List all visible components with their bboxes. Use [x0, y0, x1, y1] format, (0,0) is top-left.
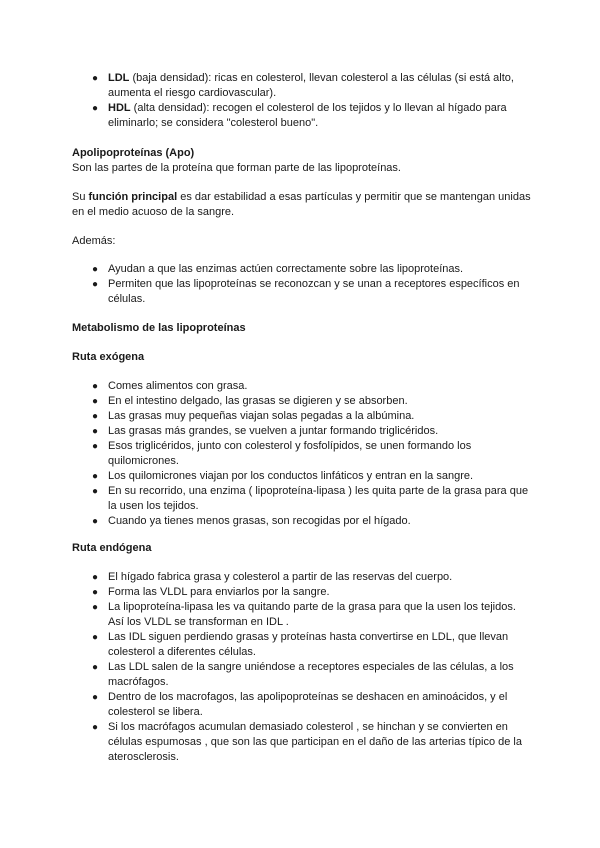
- list-item: [92, 379, 532, 394]
- bullet-icon: ●: [92, 411, 99, 422]
- bullet-icon: ●: [92, 602, 99, 613]
- endogenous-list: [92, 570, 532, 765]
- bullet-icon: ●: [92, 662, 99, 673]
- list-item-text: Permiten que las lipoproteínas se reconozcan y se unan a receptores específicos en células.: [108, 278, 520, 305]
- list-item: [92, 690, 532, 720]
- list-item-text: Comes alimentos con grasa.: [108, 380, 248, 392]
- bullet-icon: ●: [92, 722, 99, 733]
- list-item-text: La lipoproteína-lipasa les va quitando parte de la grasa para que la usen los tejidos. Así los VLDL se transforman en IDL .: [108, 601, 516, 628]
- bullet-icon: ●: [92, 264, 99, 275]
- list-item: [92, 424, 532, 439]
- bullet-icon: ●: [92, 103, 99, 114]
- bullet-icon: ●: [92, 692, 99, 703]
- apo-function-suffix: es dar estabilidad a esas partículas y permitir que se mantengan unidas en el medio acuoso de la sangre.: [72, 191, 531, 218]
- list-item: [92, 570, 532, 585]
- lipoprotein-types-list: [92, 71, 532, 131]
- list-item-text: Las LDL salen de la sangre uniéndose a receptores especiales de las células, a los macrófagos.: [108, 661, 514, 688]
- list-item: [92, 101, 532, 131]
- list-item: [92, 262, 532, 277]
- exogenous-list: [92, 379, 532, 529]
- list-item-text: Si los macrófagos acumulan demasiado colesterol , se hinchan y se convierten en células espumosas , que son las que participan en el daño de las arterias típico de la aterosclerosis.: [108, 721, 522, 763]
- bullet-icon: ●: [92, 396, 99, 407]
- list-item-text: Ayudan a que las enzimas actúen correctamente sobre las lipoproteínas.: [108, 263, 464, 275]
- apo-function-bold: función principal: [88, 191, 178, 203]
- list-item-text: En su recorrido, una enzima ( lipoproteína-lipasa ) les quita parte de la grasa para que la usen los tejidos.: [108, 485, 529, 512]
- bullet-icon: ●: [92, 572, 99, 583]
- list-item: [92, 600, 532, 630]
- bullet-icon: ●: [92, 471, 99, 482]
- list-item: [92, 514, 532, 529]
- bullet-icon: ●: [92, 73, 99, 84]
- bullet-icon: ●: [92, 381, 99, 392]
- term-ldl-desc: (baja densidad): ricas en colesterol, llevan colesterol a las células (si está alto, aumenta el riesgo cardiovascular).: [108, 72, 514, 99]
- bullet-icon: ●: [92, 426, 99, 437]
- list-item: [92, 720, 532, 765]
- bullet-icon: ●: [92, 279, 99, 290]
- bullet-icon: ●: [92, 441, 99, 452]
- list-item: [92, 394, 532, 409]
- bullet-icon: ●: [92, 516, 99, 527]
- list-item-text: El hígado fabrica grasa y colesterol a partir de las reservas del cuerpo.: [108, 571, 453, 583]
- bullet-icon: ●: [92, 486, 99, 497]
- term-hdl-desc: (alta densidad): recogen el colesterol de los tejidos y lo llevan al hígado para eliminarlo; se considera "colesterol bueno".: [108, 102, 507, 129]
- list-item-text: Las IDL siguen perdiendo grasas y proteínas hasta convertirse en LDL, que llevan colesterol a diferentes células.: [108, 631, 509, 658]
- apo-items-list: [92, 262, 532, 307]
- list-item-text: Las grasas más grandes, se vuelven a juntar formando triglicéridos.: [108, 425, 439, 437]
- apo-definition: Son las partes de la proteína que forman parte de las lipoproteínas.: [72, 162, 401, 174]
- apo-ademas-label: Además:: [72, 235, 116, 247]
- exogenous-heading: Ruta exógena: [72, 351, 145, 363]
- bullet-icon: ●: [92, 587, 99, 598]
- apo-function-prefix: Su: [72, 191, 89, 203]
- list-item-text: Dentro de los macrofagos, las apolipoproteínas se deshacen en aminoácidos, y el colesterol se libera.: [108, 691, 508, 718]
- list-item-text: Cuando ya tienes menos grasas, son recogidas por el hígado.: [108, 515, 411, 527]
- list-item: [92, 469, 532, 484]
- list-item-text: Los quilomicrones viajan por los conductos linfáticos y entran en la sangre.: [108, 470, 474, 482]
- list-item-text: En el intestino delgado, las grasas se digieren y se absorben.: [108, 395, 408, 407]
- list-item: [92, 71, 532, 101]
- apo-function-paragraph: [72, 190, 532, 220]
- bullet-icon: ●: [92, 632, 99, 643]
- term-hdl: HDL: [108, 102, 131, 114]
- list-item: [92, 439, 532, 469]
- list-item: [92, 630, 532, 660]
- list-item: [92, 484, 532, 514]
- metabolism-heading: Metabolismo de las lipoproteínas: [72, 322, 246, 334]
- list-item-text: Forma las VLDL para enviarlos por la sangre.: [108, 586, 330, 598]
- list-item: [92, 409, 532, 424]
- list-item-text: Las grasas muy pequeñas viajan solas pegadas a la albúmina.: [108, 410, 415, 422]
- list-item-text: Esos triglicéridos, junto con colesterol y fosfolípidos, se unen formando los quilomicrones.: [108, 440, 472, 467]
- list-item: [92, 585, 532, 600]
- term-ldl: LDL: [108, 72, 130, 84]
- list-item: [92, 277, 532, 307]
- list-item: [92, 660, 532, 690]
- endogenous-heading: Ruta endógena: [72, 542, 152, 554]
- apo-heading: Apolipoproteínas (Apo): [72, 147, 195, 159]
